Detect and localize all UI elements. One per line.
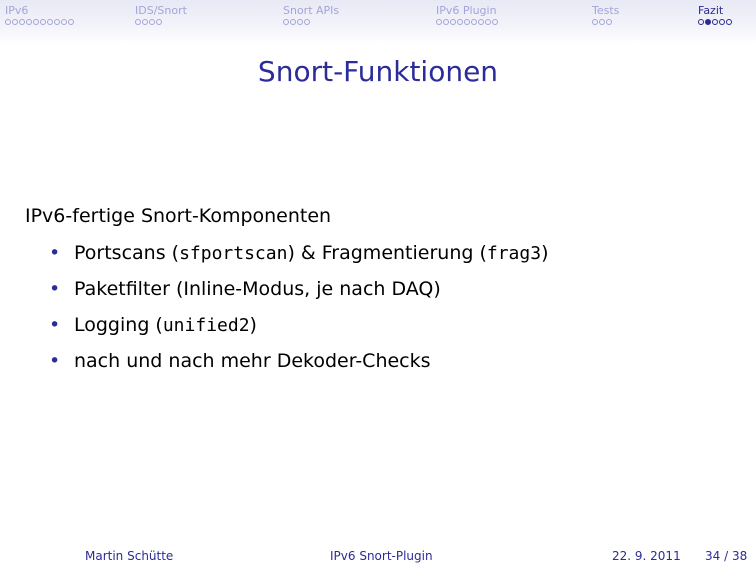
- nav-slide-dot[interactable]: [698, 19, 704, 25]
- nav-slide-dot[interactable]: [26, 19, 32, 25]
- nav-section-title: Fazit: [698, 4, 724, 17]
- nav-slide-dot[interactable]: [290, 19, 296, 25]
- item-text: nach und nach mehr Dekoder-Checks: [74, 350, 431, 372]
- nav-section-ipv6[interactable]: [5, 4, 74, 25]
- item-text: Portscans (: [74, 242, 180, 264]
- nav-section-title: Tests: [592, 4, 620, 17]
- nav-section-dots: [592, 19, 619, 25]
- bullet-icon: •: [49, 350, 61, 372]
- nav-section-dots: [436, 19, 498, 25]
- nav-slide-dot[interactable]: [443, 19, 449, 25]
- nav-slide-dot[interactable]: [304, 19, 310, 25]
- nav-slide-dot[interactable]: [450, 19, 456, 25]
- nav-slide-dot[interactable]: [40, 19, 46, 25]
- footer-date: 22. 9. 2011: [612, 549, 681, 563]
- code-text: frag3: [486, 243, 542, 264]
- nav-slide-dot[interactable]: [297, 19, 303, 25]
- item-text: ): [541, 242, 549, 264]
- nav-section-dots: [5, 19, 74, 25]
- nav-slide-dot[interactable]: [19, 19, 25, 25]
- nav-slide-dot[interactable]: [464, 19, 470, 25]
- footer-author: Martin Schütte: [85, 549, 174, 563]
- nav-slide-dot[interactable]: [68, 19, 74, 25]
- item-text: Logging (: [74, 314, 163, 336]
- nav-slide-dot[interactable]: [726, 19, 732, 25]
- nav-section-dots: [283, 19, 339, 25]
- footer-talk-title: IPv6 Snort-Plugin: [330, 549, 433, 563]
- item-text: ) & Fragmentierung (: [287, 242, 487, 264]
- nav-slide-dot[interactable]: [712, 19, 718, 25]
- footer-page-number[interactable]: 34 / 38: [705, 549, 748, 563]
- item-text: ): [249, 314, 257, 336]
- nav-slide-dot[interactable]: [283, 19, 289, 25]
- nav-slide-dot[interactable]: [457, 19, 463, 25]
- code-text: unified2: [162, 315, 250, 336]
- slide-title: Snort-Funktionen: [257, 55, 499, 88]
- list-item: [49, 276, 725, 303]
- list-item: [49, 312, 725, 339]
- nav-slide-dot[interactable]: [12, 19, 18, 25]
- nav-slide-dot[interactable]: [142, 19, 148, 25]
- nav-section-title: IDS/Snort: [135, 4, 187, 17]
- nav-section-tests[interactable]: [592, 4, 619, 25]
- nav-slide-dot[interactable]: [149, 19, 155, 25]
- slide-content: [25, 203, 725, 384]
- list-item: [49, 240, 725, 267]
- nav-section-dots: [698, 19, 732, 25]
- bullet-icon: •: [49, 278, 61, 300]
- intro-text: IPv6-fertige Snort-Komponenten: [25, 205, 332, 227]
- nav-slide-dot[interactable]: [5, 19, 11, 25]
- nav-slide-dot[interactable]: [599, 19, 605, 25]
- nav-section-fazit[interactable]: [698, 4, 732, 25]
- bullet-icon: •: [49, 242, 61, 264]
- nav-slide-dot[interactable]: [54, 19, 60, 25]
- code-text: sfportscan: [179, 243, 288, 264]
- nav-section-title: Snort APIs: [283, 4, 340, 17]
- nav-section-snort-apis[interactable]: [283, 4, 339, 25]
- nav-slide-dot[interactable]: [471, 19, 477, 25]
- nav-section-ipv6-plugin[interactable]: [436, 4, 498, 25]
- nav-slide-dot[interactable]: [436, 19, 442, 25]
- nav-slide-dot[interactable]: [719, 19, 725, 25]
- nav-slide-dot[interactable]: [61, 19, 67, 25]
- bullet-icon: •: [49, 314, 61, 336]
- nav-section-title: IPv6 Plugin: [436, 4, 497, 17]
- nav-slide-dot[interactable]: [47, 19, 53, 25]
- nav-slide-dot[interactable]: [33, 19, 39, 25]
- nav-slide-dot[interactable]: [485, 19, 491, 25]
- nav-section-ids-snort[interactable]: [135, 4, 187, 25]
- nav-slide-dot[interactable]: [592, 19, 598, 25]
- nav-slide-dot[interactable]: [606, 19, 612, 25]
- bullet-list: [25, 240, 725, 375]
- nav-section-dots: [135, 19, 187, 25]
- nav-section-title: IPv6: [5, 4, 29, 17]
- footer: [0, 545, 756, 567]
- nav-slide-dot[interactable]: [705, 19, 711, 25]
- nav-slide-dot[interactable]: [492, 19, 498, 25]
- nav-slide-dot[interactable]: [478, 19, 484, 25]
- item-text: Paketfilter (Inline-Modus, je nach DAQ): [74, 278, 441, 300]
- section-navigation-bar: [0, 0, 756, 44]
- nav-slide-dot[interactable]: [156, 19, 162, 25]
- list-item: [49, 348, 725, 375]
- nav-slide-dot[interactable]: [135, 19, 141, 25]
